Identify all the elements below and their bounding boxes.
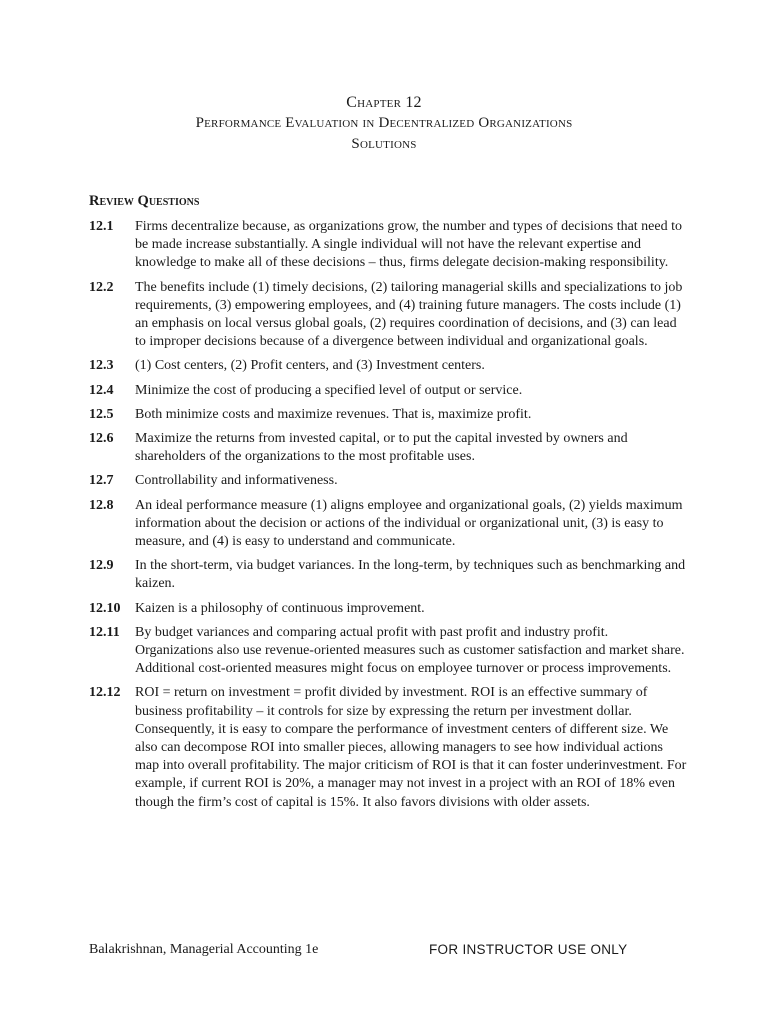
question-number: 12.3	[89, 358, 114, 374]
question-number: 12.2	[89, 279, 114, 295]
answer-text: Firms decentralize because, as organizations grow, the number and types of decisions that need to be made increase substantially. A single individual will not have the relevant expertise and knowledge to make all of these decisions – thus, firms delegate decision-making responsibility.	[135, 219, 682, 271]
footer-citation: Balakrishnan, Managerial Accounting 1e	[89, 942, 319, 957]
answer-text: By budget variances and comparing actual profit with past profit and industry profit. Organizations also use revenue-oriented measures such as customer satisfaction and market share. Additional cost-oriented measures might focus on employee turnover or process improvements.	[135, 624, 685, 677]
answer-text: Kaizen is a philosophy of continuous improvement.	[135, 600, 425, 616]
chapter-title: Performance Evaluation in Decentralized Organizations	[195, 115, 573, 131]
question-number: 12.1	[89, 219, 114, 234]
answer-text: (1) Cost centers, (2) Profit centers, and (3) Investment centers.	[135, 358, 485, 374]
question-number: 12.8	[89, 497, 114, 513]
answer-text: Maximize the returns from invested capital, or to put the capital invested by owners and shareholders of the organizations to the most profitable uses.	[135, 431, 628, 465]
answer-text: Controllability and informativeness.	[135, 473, 338, 489]
question-number: 12.9	[89, 558, 114, 574]
footer-notice: FOR INSTRUCTOR USE ONLY	[429, 942, 628, 957]
question-number: 12.5	[89, 406, 114, 422]
chapter-number: Chapter 12	[346, 94, 422, 111]
answer-text: Both minimize costs and maximize revenues. That is, maximize profit.	[135, 406, 532, 422]
section-heading: Review Questions	[89, 193, 200, 209]
question-number: 12.6	[89, 431, 114, 447]
chapter-header	[0, 92, 768, 155]
review-questions-list	[89, 218, 689, 818]
chapter-subtitle: Solutions	[351, 136, 417, 152]
question-item	[89, 382, 689, 400]
question-item	[89, 684, 689, 811]
answer-text: In the short-term, via budget variances. In the long-term, by techniques such as benchmarking and kaizen.	[135, 558, 686, 592]
question-number: 12.4	[89, 382, 114, 398]
question-number: 12.10	[89, 600, 121, 616]
answer-text: The benefits include (1) timely decisions, (2) tailoring managerial skills and specializations to job requirements, (3) empowering employees, and (4) training future managers. The costs include (1) an emphasis on local versus global goals, (2) requires coordination of decisions, and (3) can lead to improper decisions because of a divergence between individual and organizational goals.	[135, 279, 683, 350]
question-item	[89, 279, 689, 352]
question-item	[89, 600, 689, 618]
question-number: 12.12	[89, 685, 121, 701]
question-item	[89, 357, 689, 375]
question-number: 12.7	[89, 473, 114, 489]
answer-text: Minimize the cost of producing a specified level of output or service.	[135, 382, 523, 398]
question-item	[89, 472, 689, 490]
question-item	[89, 406, 689, 424]
answer-text: ROI = return on investment = profit divided by investment. ROI is an effective summary of business profitability – it controls for size by expressing the return per investment dollar. Consequently, it is easy to compare the performance of investment centers of different size. We also can decompose ROI into smaller pieces, allowing managers to see how individual actions map into overall profitability. The major criticism of ROI is that it can foster underinvestment. For example, if current ROI is 20%, a manager may not invest in a project with an ROI of 18% even though the firm’s cost of capital is 15%. It also favors divisions with older assets.	[135, 685, 687, 810]
question-item	[89, 557, 689, 593]
question-item	[89, 218, 689, 273]
question-item	[89, 497, 689, 552]
question-number: 12.11	[89, 624, 120, 640]
answer-text: An ideal performance measure (1) aligns employee and organizational goals, (2) yields maximum information about the decision or actions of the individual or organizational unit, (3) is easy to measure, and (4) is easy to understand and communicate.	[135, 497, 683, 550]
question-item	[89, 430, 689, 466]
question-item	[89, 624, 689, 679]
